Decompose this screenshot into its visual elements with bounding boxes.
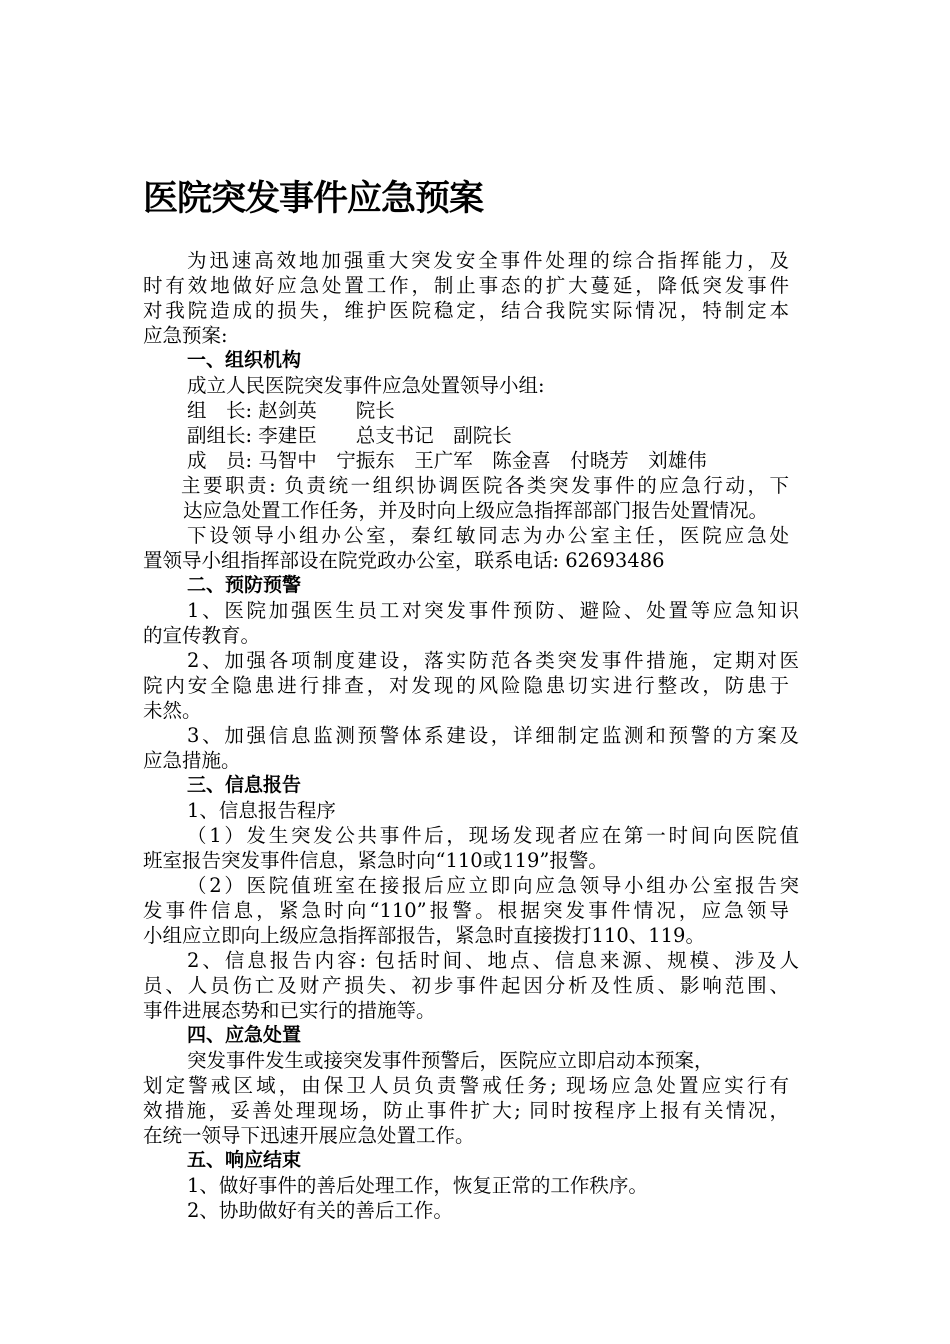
paragraph-line: 2、协助做好有关的善后工作。	[187, 1199, 453, 1222]
paragraph-line: 1、医院加强医生员工对突发事件预防、避险、处置等应急知识	[187, 599, 799, 622]
paragraph-line: 突发事件发生或接突发事件预警后，医院应立即启动本预案，	[187, 1049, 714, 1072]
section-heading: 三、信息报告	[187, 774, 302, 796]
section-heading: 四、应急处置	[187, 1024, 302, 1046]
paragraph-line: 2、加强各项制度建设，落实防范各类突发事件措施，定期对医	[187, 649, 799, 672]
paragraph-line: 副组长: 李建臣 总支书记 副院长	[187, 424, 512, 447]
document-title: 医院突发事件应急预案	[143, 178, 484, 219]
paragraph-line: （2）医院值班室在接报后应立即向应急领导小组办公室报告突	[187, 874, 799, 897]
paragraph-line: 1、信息报告程序	[187, 799, 336, 822]
paragraph-line: 下设领导小组办公室，秦红敏同志为办公室主任，医院应急处	[187, 524, 789, 547]
paragraph-line: 院内安全隐患进行排查，对发现的风险隐患切实进行整改，防患于	[143, 674, 789, 697]
paragraph-line: 未然。	[143, 699, 202, 722]
paragraph-line: （1）发生突发公共事件后，现场发现者应在第一时间向医院值	[187, 824, 799, 847]
paragraph-line: 成立人民医院突发事件应急处置领导小组:	[187, 374, 545, 397]
paragraph-line: 为迅速高效地加强重大突发安全事件处理的综合指挥能力，及	[187, 249, 789, 272]
paragraph-line: 对我院造成的损失，维护医院稳定，结合我院实际情况，特制定本	[143, 299, 789, 322]
paragraph-line: 小组应立即向上级应急指挥部报告，紧急时直接拨打110、119。	[143, 924, 705, 947]
paragraph-line: 员、人员伤亡及财产损失、初步事件起因分析及性质、影响范围、	[143, 974, 789, 997]
paragraph-line: 的宣传教育。	[143, 624, 261, 647]
paragraph-line: 划定警戒区域，由保卫人员负责警戒任务; 现场应急处置应实行有	[143, 1074, 789, 1097]
paragraph-line: 达应急处置工作任务，并及时向上级应急指挥部部门报告处置情况。	[183, 499, 769, 522]
paragraph-line: 应急预案:	[143, 324, 228, 347]
paragraph-line: 在统一领导下迅速开展应急处置工作。	[143, 1124, 475, 1147]
paragraph-line: 2、信息报告内容: 包括时间、地点、信息来源、规模、涉及人	[187, 949, 799, 972]
paragraph-line: 时有效地做好应急处置工作，制止事态的扩大蔓延，降低突发事件	[143, 274, 789, 297]
paragraph-line: 成 员: 马智中 宁振东 王广军 陈金喜 付晓芳 刘雄伟	[187, 449, 707, 472]
paragraph-line: 应急措施。	[143, 749, 241, 772]
paragraph-line: 班室报告突发事件信息，紧急时向“110或119”报警。	[143, 849, 608, 872]
section-heading: 五、响应结束	[187, 1149, 302, 1171]
paragraph-line: 1、做好事件的善后处理工作，恢复正常的工作秩序。	[187, 1174, 648, 1197]
paragraph-line: 组 长: 赵剑英 院长	[187, 399, 395, 422]
section-heading: 一、组织机构	[187, 349, 302, 371]
section-heading: 二、预防预警	[187, 574, 302, 596]
paragraph-line: 发事件信息，紧急时向“110”报警。根据突发事件情况，应急领导	[143, 899, 789, 922]
document-body	[143, 248, 803, 1223]
paragraph-line: 效措施，妥善处理现场，防止事件扩大; 同时按程序上报有关情况，	[143, 1099, 789, 1122]
paragraph-line: 事件进展态势和已实行的措施等。	[143, 999, 436, 1022]
paragraph-line: 置领导小组指挥部设在院党政办公室，联系电话: 62693486	[143, 549, 665, 572]
paragraph-line: 主要职责: 负责统一组织协调医院各类突发事件的应急行动，下	[181, 474, 789, 497]
paragraph-line: 3、加强信息监测预警体系建设，详细制定监测和预警的方案及	[187, 724, 799, 747]
